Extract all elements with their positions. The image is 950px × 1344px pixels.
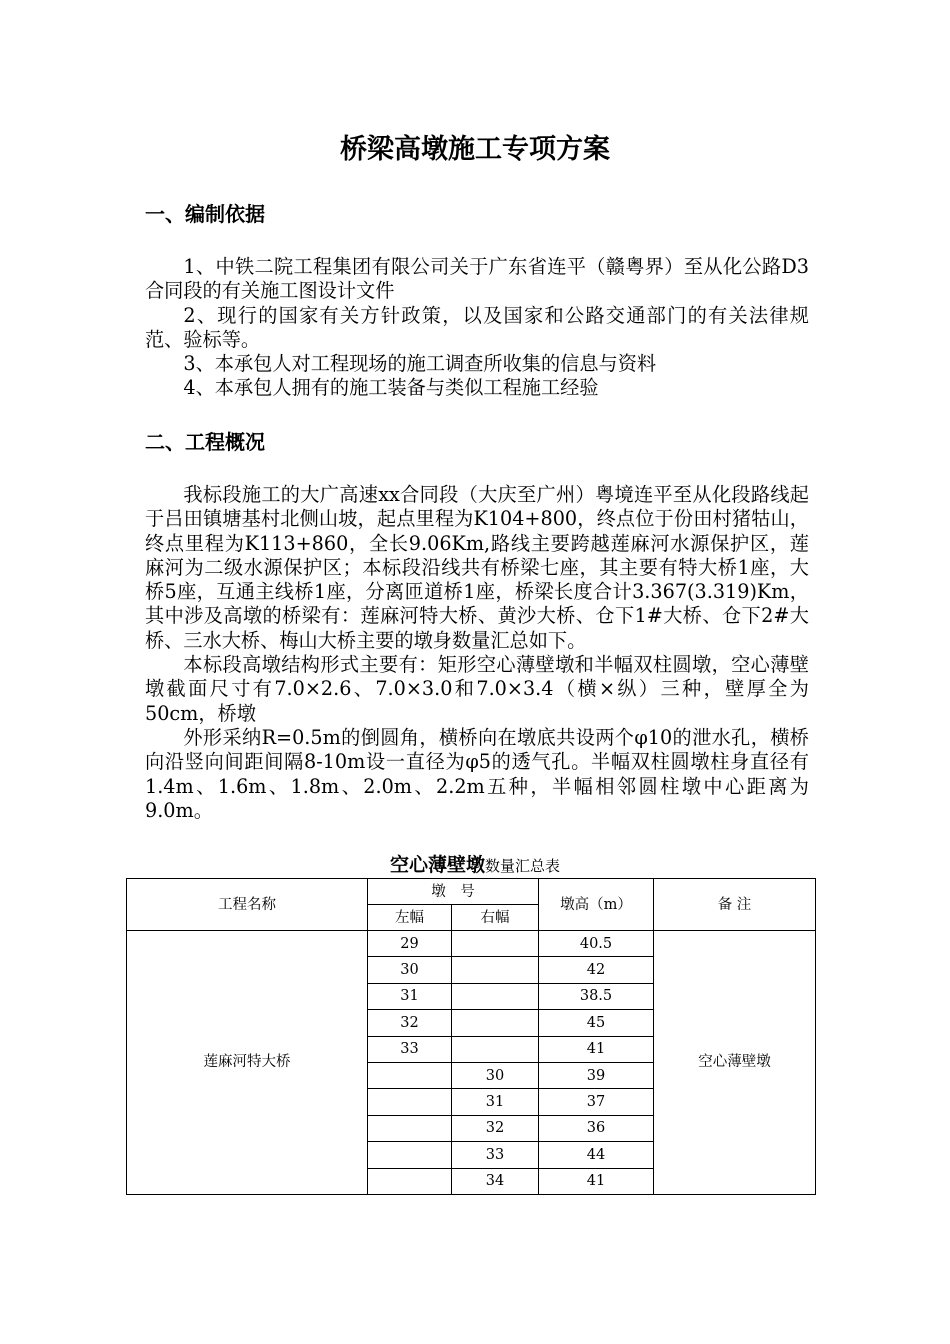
cell-left: 31 xyxy=(368,983,452,1009)
basis-list xyxy=(145,255,809,401)
cell-right: 31 xyxy=(452,1089,539,1115)
cell-right xyxy=(452,1010,539,1036)
cell-right xyxy=(452,957,539,983)
cell-right: 32 xyxy=(452,1115,539,1141)
cell-right xyxy=(452,1036,539,1062)
table-row xyxy=(127,931,816,957)
header-right: 右幅 xyxy=(452,905,539,931)
basis-item: 4、本承包人拥有的施工装备与类似工程施工经验 xyxy=(183,376,599,400)
header-pier-height: 墩高（m） xyxy=(539,879,654,931)
basis-item: 2、现行的国家有关方针政策，以及国家和公路交通部门的有关法律规范、验标等。 xyxy=(145,303,809,351)
cell-left xyxy=(368,1168,452,1194)
cell-right: 33 xyxy=(452,1142,539,1168)
table-caption-bold: 空心薄壁墩 xyxy=(389,854,485,876)
table-header-row xyxy=(127,879,816,905)
cell-left: 29 xyxy=(368,931,452,957)
section-heading-overview: 二、工程概况 xyxy=(145,430,265,454)
table-caption xyxy=(0,852,950,879)
cell-height: 40.5 xyxy=(539,931,654,957)
cell-left: 32 xyxy=(368,1010,452,1036)
cell-left xyxy=(368,1062,452,1088)
basis-item: 3、本承包人对工程现场的施工调查所收集的信息与资料 xyxy=(183,352,657,376)
cell-left xyxy=(368,1142,452,1168)
pier-quantity-table xyxy=(126,878,816,1195)
cell-remark: 空心薄壁墩 xyxy=(654,931,816,1195)
header-project-name: 工程名称 xyxy=(127,879,368,931)
document-title: 桥梁高墩施工专项方案 xyxy=(340,134,610,165)
cell-height: 41 xyxy=(539,1168,654,1194)
table-caption-rest: 数量汇总表 xyxy=(485,857,561,875)
basis-item: 1、中铁二院工程集团有限公司关于广东省连平（赣粤界）至从化公路D3合同段的有关施工图设计文件 xyxy=(145,255,809,303)
cell-right: 30 xyxy=(452,1062,539,1088)
cell-project: 莲麻河特大桥 xyxy=(127,931,368,1195)
cell-height: 38.5 xyxy=(539,983,654,1009)
header-remark: 备 注 xyxy=(654,879,816,931)
cell-height: 42 xyxy=(539,957,654,983)
overview-paragraph: 我标段施工的大广高速xx合同段（大庆至广州）粤境连平至从化段路线起于吕田镇塘基村北侧山坡，起点里程为K104+800，终点位于份田村猪牯山，终点里程为K113+860，全长9.06Km,路线主要跨越莲麻河水源保护区，莲麻河为二级水源保护区；本标段沿线共有桥梁七座，其主要有特大桥1座，大桥5座，互通主线桥1座，分离匝道桥1座，桥梁长度合计3.367(3.319)Km，其中涉及高墩的桥梁有：莲麻河特大桥、黄沙大桥、仓下1#大桥、仓下2#大桥、三水大桥、梅山大桥主要的墩身数量汇总如下。 xyxy=(145,483,809,652)
overview-paragraph: 外形采纳R=0.5m的倒圆角，横桥向在墩底共设两个φ10的泄水孔，横桥向沿竖向间距间隔8-10m设一直径为φ5的透气孔。半幅双柱圆墩柱身直径有1.4m、1.6m、1.8m、2.0m、2.2m五种，半幅相邻圆柱墩中心距离为9.0m。 xyxy=(145,725,809,822)
cell-height: 41 xyxy=(539,1036,654,1062)
cell-left: 30 xyxy=(368,957,452,983)
overview-text xyxy=(145,483,809,823)
cell-height: 44 xyxy=(539,1142,654,1168)
cell-height: 39 xyxy=(539,1062,654,1088)
cell-left xyxy=(368,1115,452,1141)
header-left: 左幅 xyxy=(368,905,452,931)
cell-right xyxy=(452,983,539,1009)
cell-height: 45 xyxy=(539,1010,654,1036)
cell-height: 37 xyxy=(539,1089,654,1115)
cell-right: 34 xyxy=(452,1168,539,1194)
cell-left: 33 xyxy=(368,1036,452,1062)
cell-left xyxy=(368,1089,452,1115)
section-heading-basis: 一、编制依据 xyxy=(145,202,265,226)
cell-right xyxy=(452,931,539,957)
cell-height: 36 xyxy=(539,1115,654,1141)
header-pier-no: 墩 号 xyxy=(368,879,539,905)
overview-paragraph: 本标段高墩结构形式主要有：矩形空心薄壁墩和半幅双柱圆墩，空心薄壁墩截面尺寸有7.0×2.6、7.0×3.0和7.0×3.4（横×纵）三种，壁厚全为50cm，桥墩 xyxy=(145,653,809,725)
